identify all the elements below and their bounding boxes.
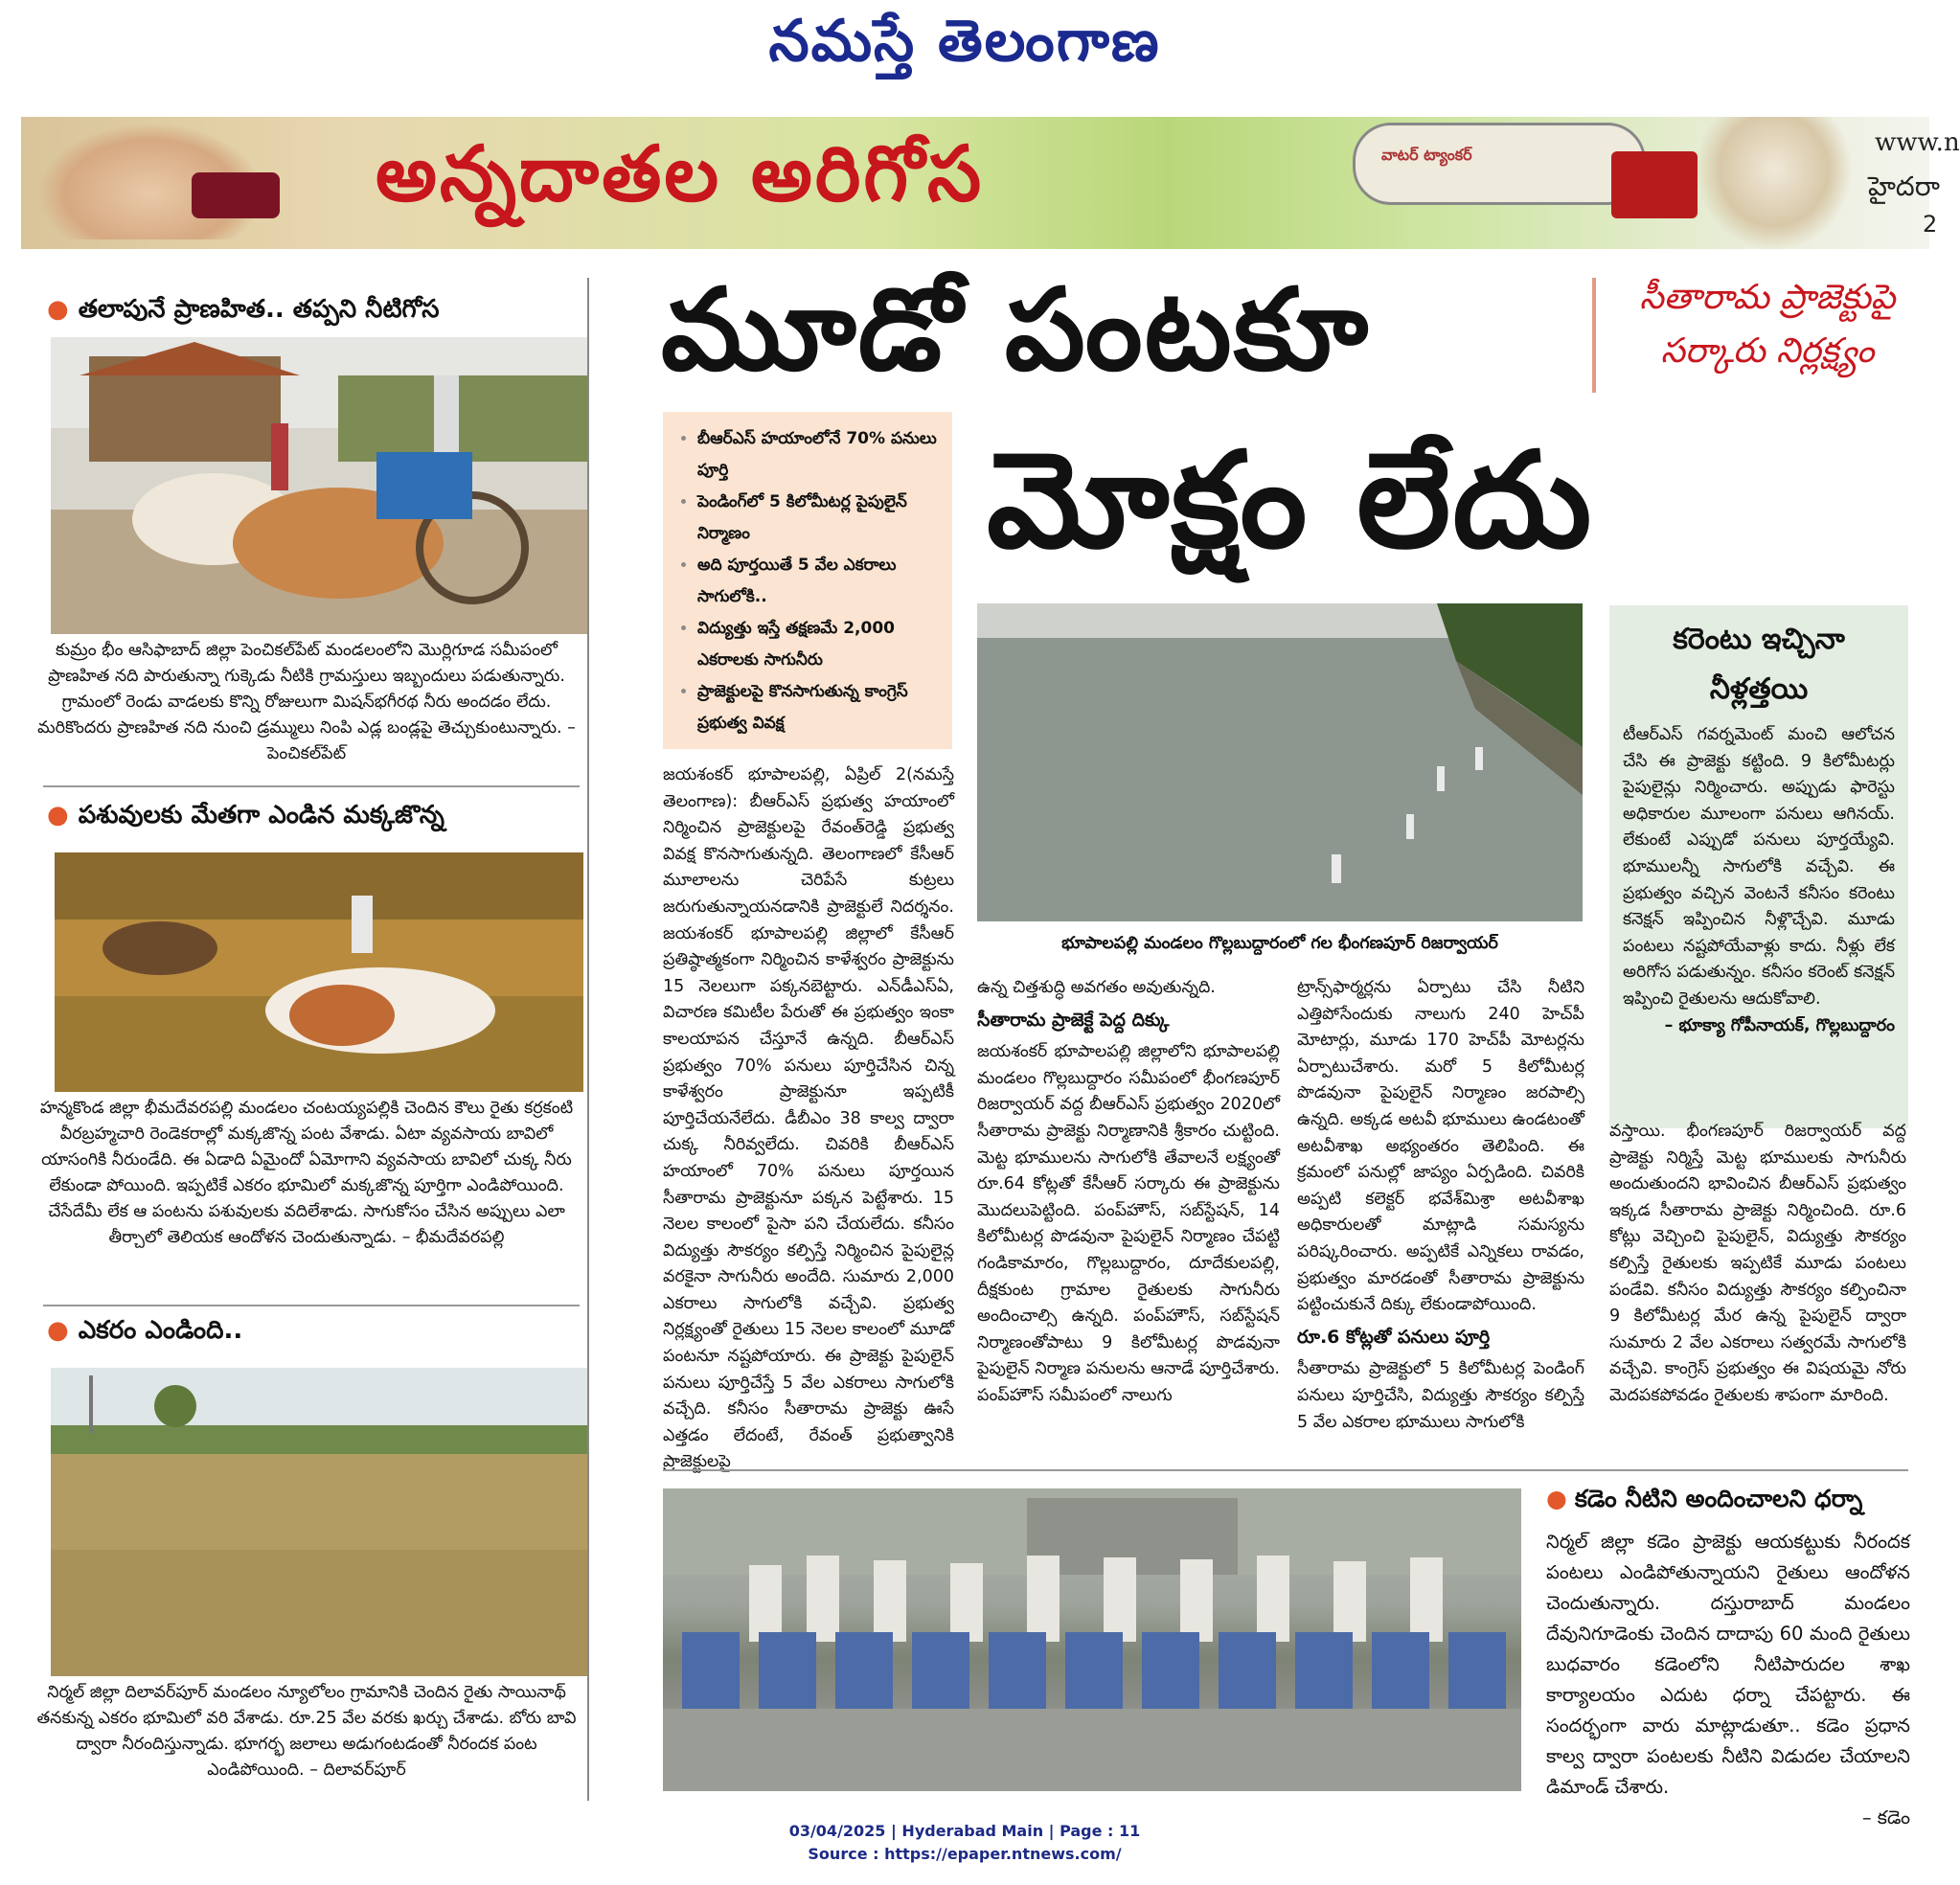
kicker-bracket: [1592, 278, 1617, 393]
summary-point: • ప్రాజెక్టులపై కొనసాగుతున్న కాంగ్రెస్ ప్రభుత్వ వివక్ష: [697, 676, 939, 739]
headline-line2: మోక్షం లేదు: [987, 423, 1594, 578]
bullet-icon: ●: [47, 1316, 69, 1345]
reservoir-photo: [977, 603, 1583, 921]
story2-photo: [55, 852, 583, 1092]
column2-subhead: సీతారామ ప్రాజెక్టే పెద్ద దిక్కు: [977, 1009, 1170, 1031]
reservoir-caption: భూపాలపల్లి మండలం గొల్లబుద్దారంలో గల భీంగణపూర్ రిజర్వాయర్: [1061, 934, 1498, 953]
column3-text: ట్రాన్స్‌ఫార్మర్లను ఏర్పాటు చేసి నీటిని ఎత్తిపోసేందుకు నాలుగు 240 హెచ్‌పీ మోటార్లు, మూడు 170 హెచ్‌పీ మోటర్లను ఏర్పాటుచేశారు. మరో 5 కిలోమీటర్ల పొడవునా పైపులైన్ నిర్మాణం జరపాల్సి ఉన్నది. అక్కడ అటవీ భూములు ఉండటంతో అటవీశాఖ అభ్యంతరం తెలిపింది. ఈ క్రమంలో పనుల్లో జాప్యం ఏర్పడింది. చివరికి అప్పటి కలెక్టర్ భవేశ్‌మిశ్రా అటవీశాఖ అధికారులతో మాట్లాడి సమస్యను పరిష్కరించారు. అప్పటికే ఎన్నికలు రావడం, ప్రభుత్వం మారడంతో సీతారామ ప్రాజెక్టును పట్టించుకునే దిక్కు లేకుండాపోయింది.: [1297, 978, 1584, 1315]
section-banner: [21, 117, 1960, 249]
story1-caption: కుమ్రం భీం ఆసిఫాబాద్ జిల్లా పెంచికల్‌పేట్ మండలంలోని మొర్లిగూడ సమీపంలో ప్రాణహిత నది పారుతున్నా గుక్కెడు నీటికి గ్రామస్తులు ఇబ్బందులు పడుతున్నారు. గ్రామంలో రెండు వాడలకు కొన్ని రోజులుగా మిషన్‌భగీరథ నీరు అందడం లేదు. మరికొందరు ప్రాణహిత నది నుంచి డ్రమ్ములు నింపి ఎడ్ల బండ్లపై తెచ్చుకుంటున్నారు. – పెంచికల్‌పేట్: [37, 641, 576, 763]
left-column: [24, 278, 589, 1801]
story1-heading: ● తలాపునే ప్రాణహిత.. తప్పని నీటిగోస: [47, 295, 440, 324]
article-column-3: [1297, 975, 1584, 1436]
footer-edition: 03/04/2025 | Hyderabad Main | Page : 11: [788, 1822, 1141, 1840]
banner-page-fragment: 2: [1923, 211, 1938, 238]
article-column-1: జయశంకర్ భూపాలపల్లి, ఏప్రిల్ 2(నమస్తే తెలంగాణ): బీఆర్‌ఎస్ ప్రభుత్వ హయాంలో నిర్మించిన ప్రాజెక్టులపై రేవంత్‌రెడ్డి ప్రభుత్వ వివక్ష కొనసాగుతున్నది. తెలంగాణలో కేసీఆర్ మూలాలను చెరిపేసే కుట్రలు జరుగుతున్నాయనడానికి ప్రాజెక్టులే నిదర్శనం. జయశంకర్ భూపాలపల్లి జిల్లాలో కేసీఆర్ ప్రతిష్ఠాత్మకంగా నిర్మించిన కాళేశ్వరం ప్రాజెక్టును 15 నెలలుగా పక్కనబెట్టారు. ఎన్‌డీఎస్‌ఏ, విచారణ కమిటీల పేరుతో ఈ ప్రభుత్వం ఇంకా కాలయాపన చేస్తూనే ఉన్నది. బీఆర్‌ఎస్ ప్రభుత్వం 70% పనులు పూర్తిచేసిన చిన్న కాళేశ్వరం ప్రాజెక్టునూ ఇప్పటికీ పూర్తిచేయనేలేదు. డీబీఎం 38 కాల్వ ద్వారా చుక్క నీరివ్వలేదు. చివరికి బీఆర్‌ఎస్ హయాంలో 70% పనులు పూర్తయిన సీతారామ ప్రాజెక్టునూ పక్కన పెట్టేశారు. 15 నెలల కాలంలో పైసా పని చేయలేదు. కనీసం విద్యుత్తు సౌకర్యం కల్పిస్తే నిర్మించిన పైపులైన్ల వరకైనా సాగునీరు అందేది. సుమారు 2,000 ఎకరాలు సాగులోకి వచ్చేవి. ప్రభుత్వ నిర్లక్ష్యంతో రైతులు 15 నెలల కాలంలో మూడో పంటనూ నష్టపోయారు. ఈ ప్రాజెక్టు పైపులైన్ పనులు పూర్తిచేస్తే 5 వేల ఎకరాలు సాగులోకి వచ్చేది. కనీసం సీతారామ ప్రాజెక్టు ఊసే ఎత్తడం లేదంటే, రేవంత్ ప్రభుత్వానికి ప్రాజెక్టులపై: [663, 765, 954, 1472]
story3-heading: ● ఎకరం ఎండింది..: [47, 1316, 243, 1345]
bullet-icon: ●: [47, 801, 69, 829]
divider: [663, 1469, 1908, 1471]
page-footer: [0, 1820, 1929, 1866]
bullet-icon: ●: [1546, 1485, 1567, 1512]
article-column-4: వస్తాయి. భీంగణపూర్ రిజర్వాయర్ వద్ద ప్రాజెక్టు నిర్మిస్తే మెట్ట భూములకు సాగునీరు అందుతుందని భావించిన బీఆర్‌ఎస్ ప్రభుత్వం ఇక్కడ సీతారామ ప్రాజెక్టు నిర్మించింది. రూ.6 కోట్లు వెచ్చించి పైపులైన్, విద్యుత్తు సౌకర్యం కల్పిస్తే రైతులకు ఇప్పటికే మూడు పంటలు పండేవి. కనీసం విద్యుత్తు సౌకర్యం కల్పించినా 9 కిలోమీటర్ల మేర ఉన్న పైపులైన్ ద్వారా సుమారు 2 వేల ఎకరాలు సత్వరమే సాగులోకి వచ్చేవి. కాంగ్రెస్ ప్రభుత్వం ఈ విషయమై నోరు మెదపకపోవడం రైతులకు శాపంగా మారింది.: [1609, 1122, 1906, 1405]
quote-box: [1609, 605, 1908, 1128]
summary-box: [663, 412, 952, 749]
dharna-text: నిర్మల్ జిల్లా కడెం ప్రాజెక్టు ఆయకట్టుకు నీరందక పంటలు ఎండిపోతున్నాయని రైతులు ఆందోళన చెందుతున్నారు. దస్తురాబాద్ మండలం దేవునిగూడెంకు చెందిన దాదాపు 60 మంది రైతులు బుధవారం కడెంలోని నీటిపారుదల శాఖ కార్యాలయం ఎదుట ధర్నా చేపట్టారు. ఈ సందర్భంగా వారు మాట్లాడుతూ.. కడెం ప్రధాన కాల్వ ద్వారా పంటలకు నీటిని విడుదల చేయాలని డిమాండ్ చేశారు.: [1546, 1531, 1910, 1798]
tanker-label: వాటర్ ట్యాంకర్: [1381, 146, 1472, 164]
column2-text: జయశంకర్ భూపాలపల్లి జిల్లాలోని భూపాలపల్లి మండలం గొల్లబుద్దారం సమీపంలో భీంగణపూర్ రిజర్వాయర్ వద్ద బీఆర్‌ఎస్ ప్రభుత్వం 2020లో సీతారామ ప్రాజెక్టు నిర్మాణానికి శ్రీకారం చుట్టింది. మెట్ట భూములను సాగులోకి తేవాలనే లక్ష్యంతో రూ.64 కోట్లతో కేసీఆర్ సర్కారు ఈ ప్రాజెక్టును మొదలుపెట్టింది. పంప్‌హౌస్, సబ్‌స్టేషన్, 14 కిలోమీటర్ల పొడవునా పైపులైన్ నిర్మాణం చేపట్టి గండికామారం, గొల్లబుద్దారం, దూదేకులపల్లి, దీక్షకుంట గ్రామాల రైతులకు సాగునీరు అందించాల్సి ఉన్నది. పంప్‌హౌస్, సబ్‌స్టేషన్ నిర్మాణంతోపాటు 9 కిలోమీటర్ల పొడవునా పైపులైన్ నిర్మాణ పనులను ఆనాడే పూర్తిచేశారు. పంప్‌హౌస్ సమీపంలో నాలుగు: [977, 1042, 1280, 1405]
column2-intro: ఉన్న చిత్తశుద్ధి అవగతం అవుతున్నది.: [977, 978, 1216, 997]
story2-caption: హన్మకొండ జిల్లా భీమదేవరపల్లి మండలం చంటయ్యపల్లికి చెందిన కౌలు రైతు కర్రకంటి వీరబ్రహ్మచారి రెండెకరాల్లో మక్కజొన్న పంట వేశాడు. ఏటా వ్యవసాయ బావిలో యాసంగికి నీరుండేది. ఈ ఏడాది ఏమైందో ఏమోగాని వ్యవసాయ బావిలో చుక్క నీరు లేకుండా పోయింది. ఇప్పటికే ఎకరం భూమిలో మక్కజొన్న పూర్తిగా ఎండిపోయింది. చేసేదేమీ లేక ఆ పంటను పశువులకు వదిలేశాడు. సాగుకోసం చేసిన అప్పులు ఎలా తీర్చాలో తెలియక ఆందోళన చెందుతున్నాడు. – భీమదేవరపల్లి: [39, 1099, 574, 1247]
story2-heading: ● పశువులకు మేతగా ఎండిన మక్కజొన్న: [47, 801, 444, 829]
reservoir-water-photo: [977, 603, 1583, 921]
banner-title: అన్నదాతల అరిగోస: [376, 128, 985, 218]
dharna-signature: – కడెం: [1861, 1806, 1910, 1828]
protest-crowd-photo: [663, 1488, 1521, 1791]
divider: [43, 1305, 580, 1306]
quote-signature: – భూక్యా గోపీనాయక్, గొల్లబుద్దారం: [1664, 1015, 1895, 1035]
footer-source: Source : https://epaper.ntnews.com/: [808, 1845, 1122, 1863]
dharna-heading: ● కడెం నీటిని అందించాలని ధర్నా: [1546, 1485, 1863, 1512]
kicker: సీతారామ ప్రాజెక్టుపై సర్కారు నిర్లక్ష్యం: [1639, 278, 1896, 371]
quote-title: కరెంటు ఇచ్చినా నీళ్లత్తయి: [1673, 623, 1845, 706]
summary-point: • బీఆర్‌ఎస్ హయాంలోనే 70% పనులు పూర్తి: [697, 423, 939, 487]
bullet-icon: ●: [47, 295, 69, 324]
bullock-cart-photo: [51, 337, 587, 634]
masthead: నమస్తే తెలంగాణ: [768, 8, 1161, 75]
farmers-dharna-photo: [663, 1488, 1521, 1791]
story3-photo: [51, 1368, 587, 1676]
story3-caption: నిర్మల్ జిల్లా దిలావర్‌పూర్ మండలం న్యూలోలం గ్రామానికి చెందిన రైతు సాయినాథ్ తనకున్న ఎకరం భూమిలో వరి వేశాడు. రూ.25 వేల వరకు ఖర్చు చేశాడు. బోరు బావి ద్వారా నీరందిస్తున్నాడు. భూగర్భ జలాలు అడుగంటడంతో నీరందక పంట ఎండిపోయింది. – దిలావర్‌పూర్: [36, 1683, 577, 1780]
article-column-2: [977, 975, 1280, 1410]
banner-city-fragment: హైదరా: [1868, 170, 1940, 202]
dry-paddy-field-photo: [51, 1368, 587, 1676]
pesticide-bottle-illustration: [192, 172, 280, 218]
summary-point: • పెండింగ్‌లో 5 కిలోమీటర్ల పైపులైన్ నిర్మాణం: [697, 487, 939, 550]
column3-text2: సీతారామ ప్రాజెక్టులో 5 కిలోమీటర్ల పెండింగ్ పనులు పూర్తిచేసి, విద్యుత్తు సౌకర్యం కల్పిస్తే 5 వేల ఎకరాల భూములు సాగులోకి: [1297, 1359, 1584, 1432]
story1-photo: [51, 337, 587, 634]
dharna-story: [1546, 1527, 1910, 1833]
divider: [43, 785, 580, 787]
farmer-illustration: [1698, 117, 1851, 249]
headline-line1: మూడో పంటకూ: [661, 263, 1371, 396]
column3-subhead: రూ.6 కోట్లతో పనులు పూర్తి: [1297, 1326, 1491, 1348]
dry-maize-photo: [55, 852, 583, 1092]
banner-site-fragment: www.n: [1875, 128, 1960, 157]
summary-point: • అది పూర్తయితే 5 వేల ఎకరాలు సాగులోకి..: [697, 550, 939, 613]
quote-text: టీఆర్‌ఎస్ గవర్నమెంట్ మంచి ఆలోచన చేసి ఈ ప్రాజెక్టు కట్టింది. 9 కిలోమీటర్లు పైపులైన్లు నిర్మించారు. అప్పుడు ఫారెస్టు అధికారుల మూలంగా పనులు ఆగినయ్. లేకుంటే ఎప్పుడో పనులు పూర్తయ్యేవి. భూములన్నీ సాగులోకి వచ్చేవి. ఈ ప్రభుత్వం వచ్చిన వెంటనే కనీసం కరెంటు కనెక్షన్ ఇప్పించిన నీళ్లొచ్చేవి. మూడు పంటలు నష్టపోయేవాళ్లు కాదు. నీళ్లు లేక అరిగోస పడుతున్నం. కనీసం కరెంట్ కనెక్షన్ ఇప్పించి రైతులను ఆదుకోవాలి.: [1623, 725, 1895, 1009]
summary-point: • విద్యుత్తు ఇస్తే తక్షణమే 2,000 ఎకరాలకు సాగునీరు: [697, 613, 939, 676]
tractor-illustration: [1611, 151, 1698, 218]
summary-list: [676, 423, 939, 739]
